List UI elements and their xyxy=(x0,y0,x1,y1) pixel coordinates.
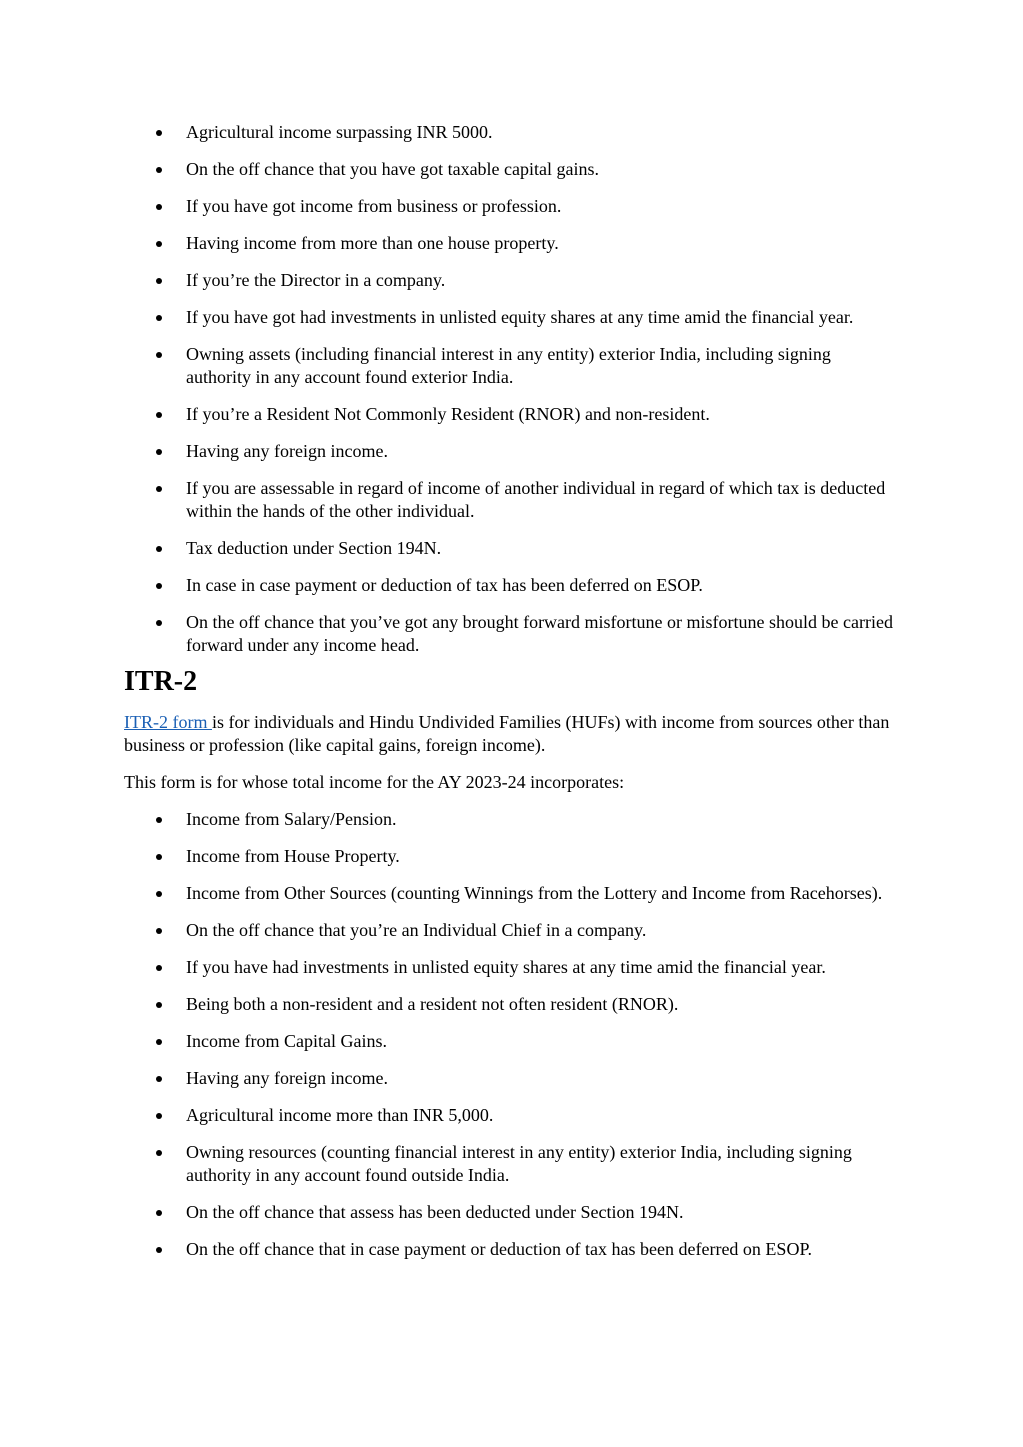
form-scope-paragraph: This form is for whose total income for the AY 2023-24 incorporates: xyxy=(124,772,625,792)
bullet-icon xyxy=(156,817,162,823)
list-item-text: Being both a non-resident and a resident not often resident (RNOR). xyxy=(186,994,679,1014)
list-item xyxy=(124,477,899,523)
section-heading: ITR-2 xyxy=(124,666,198,697)
bullet-icon xyxy=(156,854,162,860)
bullet-icon xyxy=(156,1247,162,1253)
bullet-icon xyxy=(156,278,162,284)
itr2-form-link[interactable]: ITR-2 form xyxy=(124,712,212,732)
bullet-icon xyxy=(156,1039,162,1045)
list-item-text: Having any foreign income. xyxy=(186,441,388,461)
list-item xyxy=(124,1141,899,1187)
bullet-icon xyxy=(156,241,162,247)
list-item-text: Owning assets (including financial interest in any entity) exterior India, including signing authority in any account found exterior India. xyxy=(186,344,831,387)
list-item-text: Income from Other Sources (counting Winnings from the Lottery and Income from Racehorses). xyxy=(186,883,883,903)
list-item xyxy=(124,440,899,463)
bullet-icon xyxy=(156,583,162,589)
list-item xyxy=(124,993,899,1016)
bullet-icon xyxy=(156,449,162,455)
bullet-icon xyxy=(156,965,162,971)
list-item xyxy=(124,343,899,389)
list-item xyxy=(124,919,899,942)
list-item xyxy=(124,195,899,218)
intro-paragraph xyxy=(124,711,899,757)
list-item-text: If you are assessable in regard of income of another individual in regard of which tax is deducted within the hands of the other individual. xyxy=(186,478,886,521)
list-item-text: On the off chance that you’ve got any brought forward misfortune or misfortune should be carried forward under any income head. xyxy=(186,612,893,655)
document-content xyxy=(124,121,899,1275)
list-item xyxy=(124,1104,899,1127)
list-item xyxy=(124,232,899,255)
bullet-icon xyxy=(156,620,162,626)
bullet-icon xyxy=(156,1002,162,1008)
list-item-text: Having income from more than one house property. xyxy=(186,233,559,253)
bullet-icon xyxy=(156,204,162,210)
list-item-text: Income from Salary/Pension. xyxy=(186,809,397,829)
bullet-icon xyxy=(156,1150,162,1156)
list-item-text: In case in case payment or deduction of tax has been deferred on ESOP. xyxy=(186,575,703,595)
list-item-text: On the off chance that in case payment or deduction of tax has been deferred on ESOP. xyxy=(186,1239,812,1259)
bullet-icon xyxy=(156,1076,162,1082)
bullet-icon xyxy=(156,1210,162,1216)
list-item-text: On the off chance that you’re an Individual Chief in a company. xyxy=(186,920,647,940)
list-item-text: On the off chance that you have got taxable capital gains. xyxy=(186,159,600,179)
list-item xyxy=(124,403,899,426)
bullet-icon xyxy=(156,891,162,897)
list-item-text: Agricultural income surpassing INR 5000. xyxy=(186,122,493,142)
list-item xyxy=(124,1238,899,1261)
list-item-text: Tax deduction under Section 194N. xyxy=(186,538,442,558)
list-item xyxy=(124,1201,899,1224)
list-item-text: If you have got income from business or profession. xyxy=(186,196,562,216)
bullet-icon xyxy=(156,352,162,358)
list-item-text: Agricultural income more than INR 5,000. xyxy=(186,1105,494,1125)
list-item-text: If you have got had investments in unlisted equity shares at any time amid the financial year. xyxy=(186,307,854,327)
list-item xyxy=(124,1067,899,1090)
list-item-text: Income from House Property. xyxy=(186,846,400,866)
list-item xyxy=(124,269,899,292)
list-item xyxy=(124,882,899,905)
bullet-icon xyxy=(156,1113,162,1119)
list-item-text: Owning resources (counting financial interest in any entity) exterior India, including signing authority in any account found outside India. xyxy=(186,1142,852,1185)
bullet-icon xyxy=(156,928,162,934)
bullet-icon xyxy=(156,130,162,136)
list-item-text: On the off chance that assess has been deducted under Section 194N. xyxy=(186,1202,684,1222)
list-item xyxy=(124,808,899,831)
list-item-text: Income from Capital Gains. xyxy=(186,1031,387,1051)
intro-text: is for individuals and Hindu Undivided Families (HUFs) with income from sources other than business or profession (like capital gains, foreign income). xyxy=(124,712,890,755)
list-item xyxy=(124,574,899,597)
list-item xyxy=(124,306,899,329)
list-item-text: Having any foreign income. xyxy=(186,1068,388,1088)
bullet-list-1 xyxy=(124,121,899,657)
bullet-icon xyxy=(156,412,162,418)
list-item xyxy=(124,121,899,144)
list-item-text: If you’re the Director in a company. xyxy=(186,270,446,290)
list-item xyxy=(124,537,899,560)
bullet-icon xyxy=(156,546,162,552)
list-item xyxy=(124,956,899,979)
list-item xyxy=(124,845,899,868)
bullet-icon xyxy=(156,315,162,321)
bullet-icon xyxy=(156,167,162,173)
list-item-text: If you’re a Resident Not Commonly Resident (RNOR) and non-resident. xyxy=(186,404,710,424)
list-item xyxy=(124,1030,899,1053)
list-item xyxy=(124,611,899,657)
bullet-list-2 xyxy=(124,808,899,1261)
bullet-icon xyxy=(156,486,162,492)
list-item xyxy=(124,158,899,181)
list-item-text: If you have had investments in unlisted equity shares at any time amid the financial year. xyxy=(186,957,826,977)
